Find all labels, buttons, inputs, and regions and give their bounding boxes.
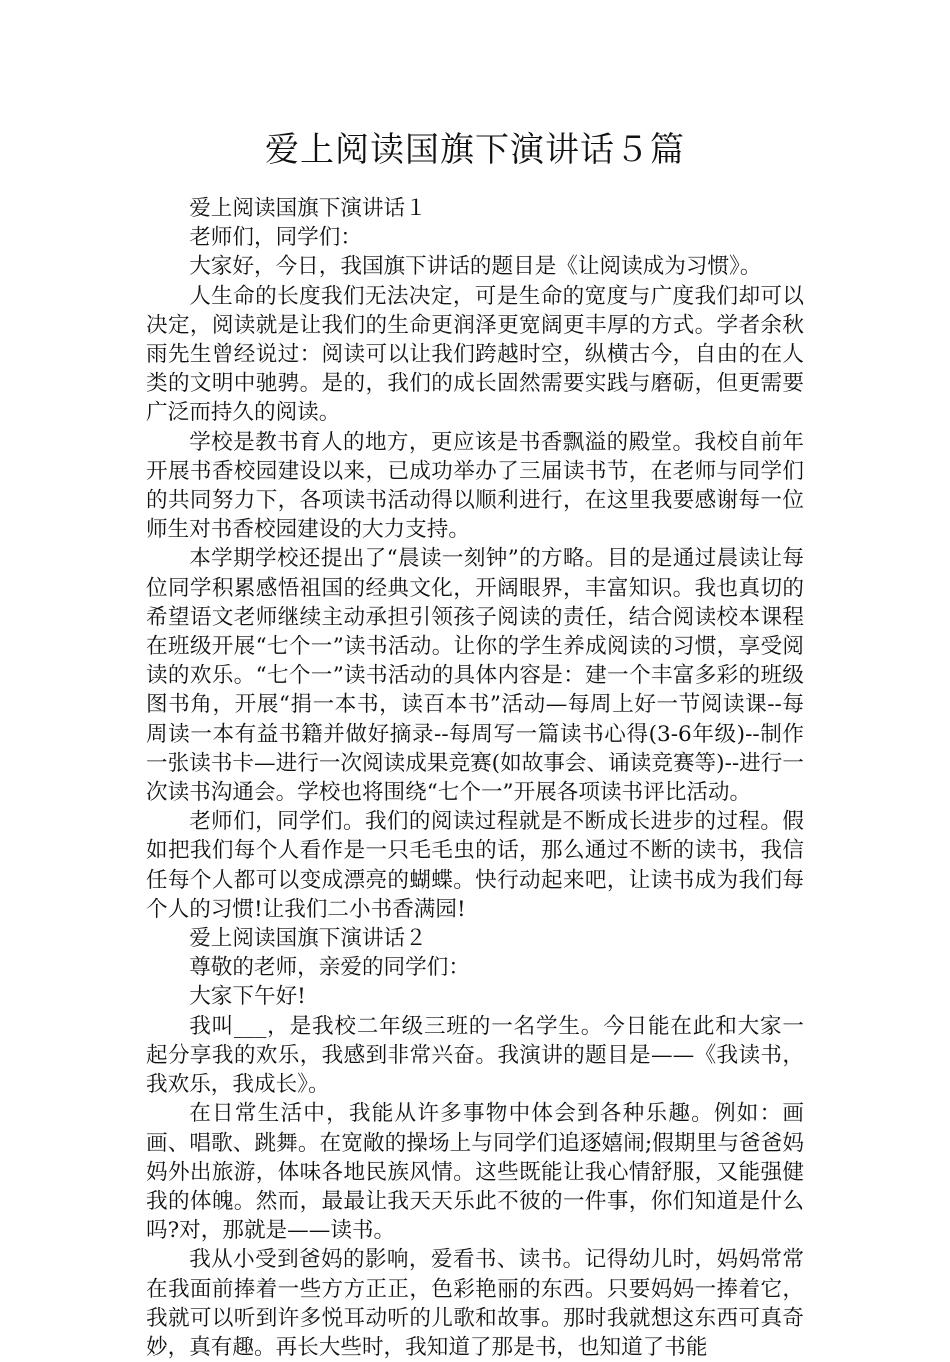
- paragraph: 我叫___，是我校二年级三班的一名学生。今日能在此和大家一起分享我的欢乐，我感到非常兴奋。我演讲的题目是——《我读书，我欢乐，我成长》。: [146, 1013, 804, 1098]
- paragraph-salutation-2: 尊敬的老师，亲爱的同学们：: [189, 955, 470, 981]
- paragraph-greeting-2: 大家下午好!: [189, 984, 306, 1010]
- paragraph: 学校是教书育人的地方，更应该是书香飘溢的殿堂。我校自前年开展书香校园建设以来，已成功举办了三届读书节，在老师与同学们的共同努力下，各项读书活动得以顺利进行，在这里我要感谢每一位师生对书香校园建设的大力支持。: [146, 429, 804, 543]
- paragraph: 在日常生活中，我能从许多事物中体会到各种乐趣。例如：画画、唱歌、跳舞。在宽敞的操场上与同学们追逐嬉闹;假期里与爸爸妈妈外出旅游，体味各地民族风情。这些既能让我心情舒服，又能强健我的体魄。然而，最最让我天天乐此不彼的一件事，你们知道是什么吗?对，那就是——读书。: [146, 1101, 804, 1244]
- paragraph: 本学期学校还提出了“晨读一刻钟”的方略。目的是通过晨读让每位同学积累感悟祖国的经典文化，开阔眼界，丰富知识。我也真切的希望语文老师继续主动承担引领孩子阅读的责任，结合阅读校本课程在班级开展“七个一”读书活动。让你的学生养成阅读的习惯，享受阅读的欢乐。“七个一”读书活动的具体内容是：建一个丰富多彩的班级图书角，开展“捐一本书，读百本书”活动—每周上好一节阅读课--每周读一本有益书籍并做好摘录--每周写一篇读书心得(3-6年级)--制作一张读书卡—进行一次阅读成果竞赛(如故事会、诵读竞赛等)--进行一次读书沟通会。学校也将围绕“七个一”开展各项读书评比活动。: [146, 546, 804, 806]
- paragraph: 老师们，同学们。我们的阅读过程就是不断成长进步的过程。假如把我们每个人看作是一只毛毛虫的话，那么通过不断的读书，我信任每个人都可以变成漂亮的蝴蝶。快行动起来吧，让读书成为我们每个人的习惯!让我们二小书香满园!: [146, 809, 804, 922]
- paragraph-salutation-1: 老师们，同学们：: [189, 225, 362, 251]
- document-title: 爱上阅读国旗下演讲话５篇: [265, 130, 685, 170]
- document-body: [146, 194, 804, 1362]
- paragraph-speech-2-heading: 爱上阅读国旗下演讲话２: [189, 926, 427, 952]
- paragraph-speech-1-heading: 爱上阅读国旗下演讲话１: [189, 196, 427, 221]
- paragraph: 我从小受到爸妈的影响，爱看书、读书。记得幼儿时，妈妈常常在我面前捧着一些方方正正，色彩艳丽的东西。只要妈妈一捧着它，我就可以听到许多悦耳动听的儿歌和故事。那时我就想这东西可真奇妙，真有趣。再长大些时，我知道了那是书，也知道了书能: [146, 1247, 804, 1360]
- paragraph-greeting-1: 大家好，今日，我国旗下讲话的题目是《让阅读成为习惯》。: [189, 254, 762, 280]
- paragraph: 人生命的长度我们无法决定，可是生命的宽度与广度我们却可以决定，阅读就是让我们的生命更润泽更宽阔更丰厚的方式。学者余秋雨先生曾经说过：阅读可以让我们跨越时空，纵横古今，自由的在人类的文明中驰骋。是的，我们的成长固然需要实践与磨砺，但更需要广泛而持久的阅读。: [146, 283, 804, 426]
